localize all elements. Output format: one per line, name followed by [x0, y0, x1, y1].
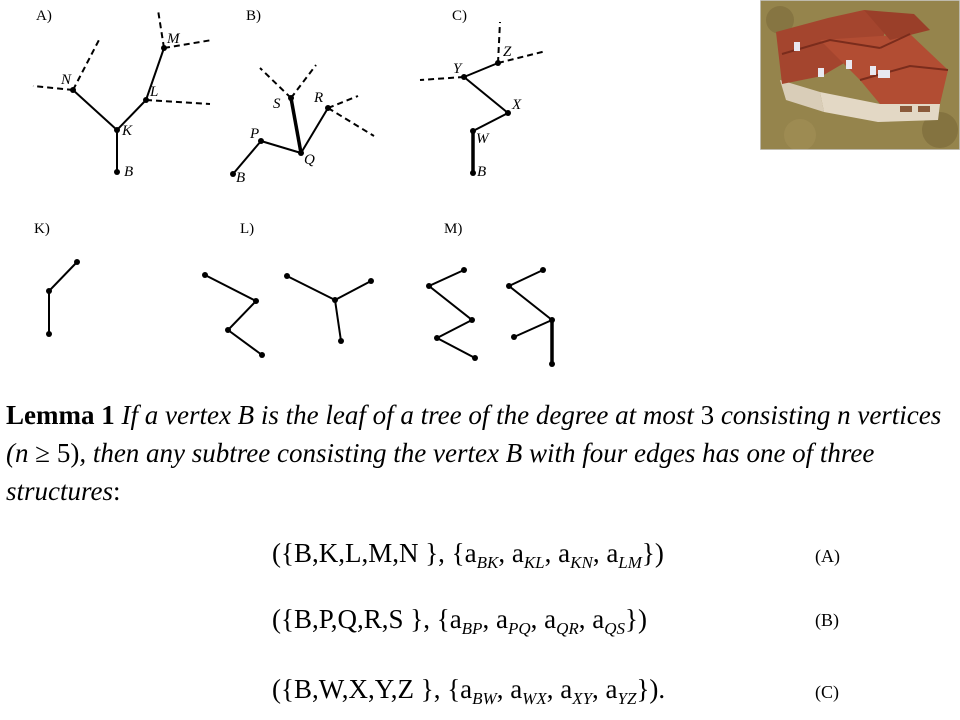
star-edge — [335, 300, 341, 341]
star-edge — [287, 276, 335, 300]
vertex-label-k: K — [122, 123, 133, 139]
equation-tag-b: (B) — [815, 610, 839, 630]
vertex — [368, 278, 374, 284]
edge-kn — [73, 90, 117, 130]
edge-subscript: QS — [604, 619, 626, 638]
vertex-label-x: X — [512, 97, 522, 113]
vertex-set: ({B,P,Q,R,S } — [272, 604, 424, 634]
edge-subscript: KN — [570, 553, 593, 572]
edge-subscript: WX — [522, 689, 547, 708]
edge-term: a — [495, 604, 508, 634]
edge-qs — [291, 98, 301, 153]
dashed-edge — [328, 108, 374, 136]
vertex-k — [114, 127, 120, 133]
dashed-edge — [158, 10, 164, 48]
vertex — [540, 267, 546, 273]
vertex — [253, 298, 259, 304]
edge-pq — [261, 141, 301, 153]
dashed-edge — [328, 96, 358, 108]
vertex-label-y: Y — [453, 61, 462, 77]
edge-subscript: YZ — [617, 689, 637, 708]
edge-subscript: BP — [461, 619, 483, 638]
edge-term: a — [592, 604, 605, 634]
edge-qr — [301, 108, 328, 153]
vertex-x — [505, 110, 511, 116]
vertex-r — [325, 105, 331, 111]
panel-k — [34, 221, 80, 337]
edge-subscript: BW — [472, 689, 497, 708]
lemma-colon: : — [113, 476, 121, 506]
vertex — [461, 267, 467, 273]
edge-subscript: XY — [572, 689, 593, 708]
edge-yz — [464, 63, 498, 77]
panel-m-label: M) — [444, 221, 463, 237]
vertex-label-n: N — [61, 72, 72, 88]
vertex — [549, 361, 555, 367]
lemma-condition: ≥ 5) — [35, 438, 80, 468]
vertex-s — [288, 95, 294, 101]
vertex-label-b: B — [124, 164, 134, 180]
dashed-edge — [73, 38, 100, 90]
vertex — [259, 352, 265, 358]
vertex — [426, 283, 432, 289]
lemma-text-part1: If a vertex B is the leaf of a tree of the degree at most — [121, 400, 701, 430]
lemma-title: Lemma 1 — [6, 400, 115, 430]
equation-ending: }) — [641, 538, 664, 568]
edge-term: a — [510, 674, 523, 704]
vertex-label-q: Q — [304, 152, 315, 168]
vertex — [549, 317, 555, 323]
lemma-text-part3: , then any subtree consisting the vertex B with four edges has one of three structures — [6, 438, 875, 506]
edge-term: a — [449, 604, 462, 634]
vertex — [469, 317, 475, 323]
vertex — [506, 283, 512, 289]
star-edge — [335, 281, 371, 300]
vertex-b — [114, 169, 120, 175]
vertex-set: ({B,K,L,M,N } — [272, 538, 439, 568]
dashed-edge — [498, 22, 500, 63]
vertex-label-p: P — [250, 126, 260, 142]
edge-subscript: BK — [476, 553, 499, 572]
path-graph-k — [49, 262, 77, 334]
edge-subscript: PQ — [507, 619, 531, 638]
vertex — [46, 331, 52, 337]
dashed-edge — [146, 100, 210, 104]
panel-l — [202, 221, 374, 358]
dashed-edge — [420, 77, 464, 80]
panel-k-label: K) — [34, 221, 50, 237]
branch-edge — [514, 320, 552, 337]
edge-subscript: LM — [618, 553, 642, 572]
equation-a: ({B,K,L,M,N }, {$a_{BK}$, $a_{KL}$, $a_{KN}$, $a_{LM}$}) — [272, 538, 664, 572]
vertex — [434, 335, 440, 341]
vertex — [225, 327, 231, 333]
panel-c-label: C) — [452, 8, 467, 24]
edge-term: a — [560, 674, 573, 704]
edge-term: a — [606, 538, 619, 568]
vertex-label-b: B — [477, 164, 487, 180]
edge-subscript: QR — [556, 619, 579, 638]
edge-term: a — [460, 674, 473, 704]
edge-term: a — [544, 604, 557, 634]
vertex-y — [461, 74, 467, 80]
panel-a-label: A) — [36, 8, 52, 24]
equation-tag-c: (C) — [815, 682, 839, 702]
edge-wx — [473, 113, 508, 131]
equation-c: ({B,W,X,Y,Z }, {$a_{BW}$, $a_{WX}$, $a_{XY}$, $a_{YZ}$}). — [272, 674, 666, 708]
vertex — [511, 334, 517, 340]
vertex — [472, 355, 478, 361]
panel-b — [230, 8, 374, 186]
edge-term: a — [511, 538, 524, 568]
edge-term: a — [558, 538, 571, 568]
equation-ending: }) — [625, 604, 647, 634]
edge-subscript: KL — [523, 553, 545, 572]
vertex-label-w: W — [476, 131, 489, 147]
dashed-edge — [291, 65, 316, 98]
house-roof-photo — [760, 0, 960, 150]
vertex-label-b: B — [236, 170, 246, 186]
vertex — [338, 338, 344, 344]
equation-tag-a: (A) — [815, 546, 840, 566]
vertex-label-s: S — [273, 96, 281, 112]
equation-b: ({B,P,Q,R,S }, {$a_{BP}$, $a_{PQ}$, $a_{QR}$, $a_{QS}$}) — [272, 604, 647, 638]
vertex-label-r: R — [314, 90, 324, 106]
vertex — [46, 288, 52, 294]
panel-m — [426, 221, 555, 367]
panel-c — [420, 8, 546, 180]
panel-a — [33, 8, 212, 180]
path-graph-l — [205, 275, 262, 355]
vertex — [202, 272, 208, 278]
vertex — [332, 297, 338, 303]
dashed-edge — [260, 68, 291, 98]
vertex-label-m: M — [167, 31, 180, 47]
lemma-degree: 3 — [700, 400, 715, 430]
vertex — [284, 273, 290, 279]
lemma-text-part2: consisting n vertices (n — [6, 400, 942, 468]
vertex-label-z: Z — [503, 44, 512, 60]
vertex — [74, 259, 80, 265]
branch-path-m — [509, 270, 552, 320]
edge-term: a — [605, 674, 618, 704]
edge-term: a — [464, 538, 477, 568]
vertex-l — [143, 97, 149, 103]
vertex-set: ({B,W,X,Y,Z } — [272, 674, 434, 704]
edge-xy — [464, 77, 508, 113]
vertex-b — [470, 170, 476, 176]
panel-b-label: B) — [246, 8, 261, 24]
vertex-z — [495, 60, 501, 66]
vertex-label-l: L — [150, 84, 159, 100]
equation-ending: }). — [636, 674, 666, 704]
path-graph-m — [429, 270, 475, 358]
panel-l-label: L) — [240, 221, 255, 237]
lemma-statement — [6, 396, 956, 510]
